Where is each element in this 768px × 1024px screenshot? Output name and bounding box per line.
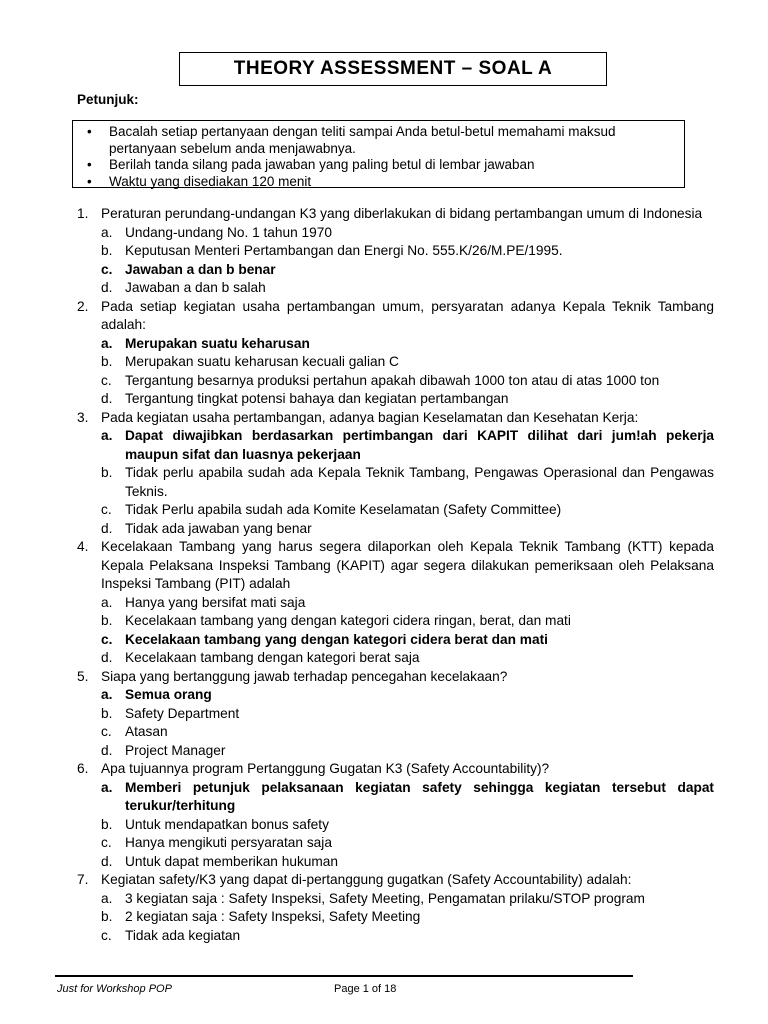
page-number: Page 1 of 18 [334,983,397,995]
option-text: Tergantung besarnya produksi pertahun apakah dibawah 1000 ton atau di atas 1000 ton [125,372,660,388]
option-letter: b. [101,243,113,258]
option-letter: b. [101,465,113,480]
option-letter: d. [101,650,113,665]
option-text: Untuk dapat memberikan hukuman [125,853,339,869]
option-letter: a. [101,224,113,240]
footer-note: Just for Workshop POP [57,983,172,995]
option-text: Dapat diwajibkan berdasarkan pertimbangan dari KAPIT dilihat dari jum!ah pekerja maupun sifat dan luasnya pekerjaan [125,428,714,462]
question-text: Siapa yang bertanggung jawab terhadap pencegahan kecelakaan? [101,668,508,684]
answer-option-5-c [77,723,714,742]
question-text: Pada kegiatan usaha pertambangan, adanya bagian Keselamatan dan Kesehatan Kerja: [101,409,639,425]
question-number: 6. [77,761,89,776]
answer-option-7-b [77,908,714,927]
option-text: Hanya mengikuti persyaratan saja [125,835,332,850]
option-letter: c. [101,927,112,943]
question-text: Kecelakaan Tambang yang harus segera dilaporkan oleh Kepala Teknik Tambang (KTT) kepada Kepala Pelaksana Inspeksi Tambang (KAPIT) agar segera dilakukan pemeriksaan oleh Pelaksana Inspeksi Tambang (PIT) adalah [101,539,714,591]
option-text: 3 kegiatan saja : Safety Inspeksi, Safety Meeting, Pengamatan prilaku/STOP program [125,890,645,906]
answer-option-5-a [77,686,714,705]
answer-option-3-a [77,427,714,464]
answer-option-4-a [77,594,714,613]
option-letter: d. [101,742,113,758]
question-text: Peraturan perundang-undangan K3 yang diberlakukan di bidang pertambangan umum di Indonesia [101,206,703,221]
instructions-label: Petunjuk: [77,92,139,107]
answer-option-1-b [77,242,714,261]
question-text: Apa tujuannya program Pertanggung Gugatan K3 (Safety Accountability)? [101,761,550,776]
option-letter: d. [101,520,113,536]
question-number: 1. [77,206,89,221]
option-letter: a. [101,779,113,795]
answer-option-4-b [77,612,714,631]
option-text: Memberi petunjuk pelaksanaan kegiatan safety sehingga kegiatan tersebut dapat terukur/terhitung [125,779,714,813]
option-text: Jawaban a dan b benar [125,261,276,277]
question-list [77,205,714,945]
answer-option-6-b [77,816,714,835]
question-5 [77,668,714,687]
option-letter: b. [101,816,113,832]
option-letter: c. [101,835,112,850]
question-number: 3. [77,409,89,425]
option-letter: b. [101,909,113,924]
answer-option-6-c [77,834,714,853]
option-letter: a. [101,594,113,610]
question-number: 5. [77,668,89,684]
answer-option-5-b [77,705,714,724]
instruction-item: • Berilah tanda silang pada jawaban yang paling betul di lembar jawaban [83,157,676,174]
option-text: Tidak ada kegiatan [125,927,241,943]
option-text: Tidak perlu apabila sudah ada Kepala Teknik Tambang, Pengawas Operasional dan Pengawas Teknis. [125,465,714,499]
option-letter: c. [101,631,113,647]
option-text: Atasan [125,724,168,739]
option-text: Hanya yang bersifat mati saja [125,594,306,610]
question-1 [77,205,714,224]
answer-option-7-c [77,927,714,946]
option-text: Merupakan suatu keharusan kecuali galian C [125,354,399,369]
option-text: Kecelakaan tambang yang dengan kategori cidera ringan, berat, dan mati [125,613,571,628]
document-title-box [179,52,607,86]
option-text: Tergantung tingkat potensi bahaya dan kegiatan pertambangan [125,391,509,406]
answer-option-4-d [77,649,714,668]
answer-option-2-a [77,335,714,354]
option-text: Kecelakaan tambang yang dengan kategori cidera berat dan mati [125,631,548,647]
instruction-item: • Waktu yang disediakan 120 menit [83,174,676,191]
option-text: Jawaban a dan b salah [125,280,266,295]
answer-option-5-d [77,742,714,761]
answer-option-3-b [77,464,714,501]
option-letter: a. [101,428,113,443]
answer-option-1-c [77,261,714,280]
answer-option-2-b [77,353,714,372]
option-letter: a. [101,890,113,906]
option-text: Kecelakaan tambang dengan kategori berat saja [125,650,420,665]
instructions-box [72,120,685,188]
option-text: Merupakan suatu keharusan [125,335,310,351]
question-6 [77,760,714,779]
answer-option-2-d [77,390,714,409]
option-text: Tidak Perlu apabila sudah ada Komite Keselamatan (Safety Committee) [125,502,562,517]
answer-option-6-a [77,779,714,816]
instruction-item: • Bacalah setiap pertanyaan dengan teliti sampai Anda betul-betul memahami maksud pertanyaan sebelum anda menjawabnya. [83,124,676,157]
option-letter: a. [101,335,113,351]
footer-divider [55,975,633,977]
question-4 [77,538,714,594]
option-letter: d. [101,853,113,869]
option-letter: c. [101,261,113,277]
answer-option-3-d [77,520,714,539]
question-text: Pada setiap kegiatan usaha pertambangan umum, persyaratan adanya Kepala Teknik Tambang adalah: [101,298,714,332]
option-text: Tidak ada jawaban yang benar [125,520,312,536]
option-letter: b. [101,705,113,721]
option-letter: a. [101,687,113,702]
option-text: 2 kegiatan saja : Safety Inspeksi, Safety Meeting [125,909,421,924]
document-title: THEORY ASSESSMENT – SOAL A [233,58,553,79]
answer-option-1-a [77,224,714,243]
option-letter: d. [101,391,113,406]
answer-option-7-a [77,890,714,909]
option-letter: c. [101,502,112,517]
answer-option-6-d [77,853,714,872]
question-text: Kegiatan safety/K3 yang dapat di-pertanggung gugatkan (Safety Accountability) adalah: [101,872,632,887]
option-text: Untuk mendapatkan bonus safety [125,816,329,832]
answer-option-2-c [77,372,714,391]
option-letter: c. [101,724,112,739]
answer-option-4-c [77,631,714,650]
question-number: 2. [77,298,89,314]
option-letter: c. [101,372,112,388]
option-text: Project Manager [125,742,226,758]
question-3 [77,409,714,428]
instructions-list [83,124,676,190]
question-2 [77,298,714,335]
question-7 [77,871,714,890]
option-text: Semua orang [125,687,212,702]
option-letter: b. [101,613,113,628]
option-letter: b. [101,354,113,369]
question-number: 7. [77,872,89,887]
option-text: Keputusan Menteri Pertambangan dan Energi No. 555.K/26/M.PE/1995. [125,243,563,258]
option-letter: d. [101,280,113,295]
option-text: Safety Department [125,705,240,721]
answer-option-1-d [77,279,714,298]
answer-option-3-c [77,501,714,520]
question-number: 4. [77,539,89,554]
option-text: Undang-undang No. 1 tahun 1970 [125,224,333,240]
